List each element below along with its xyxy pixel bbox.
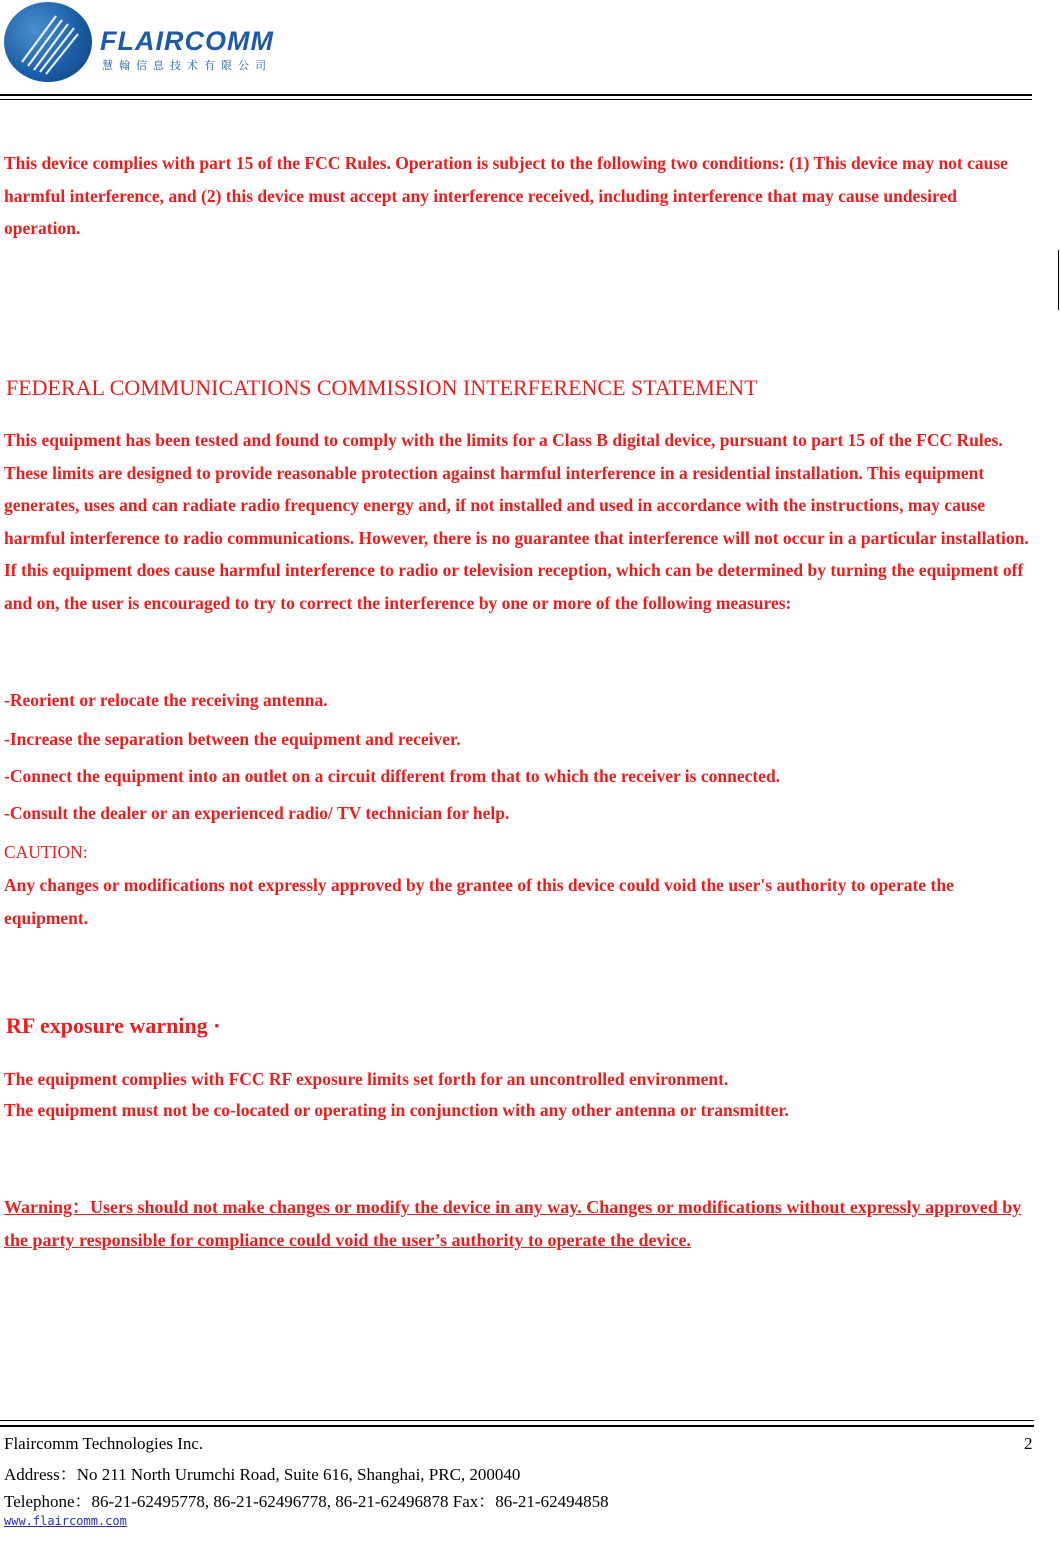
interference-heading: FEDERAL COMMUNICATIONS COMMISSION INTERFERENCE STATEMENT — [6, 375, 758, 400]
caution-label: CAUTION: — [4, 842, 88, 862]
footer-address: Address：No 211 North Urumchi Road, Suite 616, Shanghai, PRC, 200040 — [4, 1465, 521, 1484]
rf-exposure-line-1: The equipment complies with FCC RF exposure limits set forth for an uncontrolled environment. — [4, 1069, 729, 1089]
margin-mark — [1058, 250, 1059, 310]
footer-rule-bottom — [0, 1425, 1034, 1427]
measure-item: -Consult the dealer or an experienced radio/ TV technician for help. — [4, 803, 510, 823]
footer-company: Flaircomm Technologies Inc. — [4, 1434, 204, 1453]
rf-exposure-line-2: The equipment must not be co-located or operating in conjunction with any other antenna or transmitter. — [4, 1100, 789, 1120]
logo-subtitle: 慧翰信息技术有限公司 — [102, 59, 272, 72]
header-rule-bottom — [0, 99, 1032, 100]
fcc-compliance-statement: This device complies with part 15 of the FCC Rules. Operation is subject to the following two conditions: (1) This device may not cause harmful interference, and (2) this device must accept any interference received, including interference that may cause undesired operation. — [4, 153, 1008, 238]
measure-item: -Increase the separation between the equipment and receiver. — [4, 729, 461, 749]
interference-statement: This equipment has been tested and found to comply with the limits for a Class B digital device, pursuant to part 15 of the FCC Rules. These limits are designed to provide reasonable protection against harmful interference in a residential installation. This equipment generates, uses and can radiate radio frequency energy and, if not installed and used in accordance with the instructions, may cause harmful interference to radio communications. However, there is no guarantee that interference will not occur in a particular installation. If this equipment does cause harmful interference to radio or television reception, which can be determined by turning the equipment off and on, the user is encouraged to try to correct the interference by one or more of the following measures: — [4, 430, 1029, 613]
footer-rule-top — [0, 1420, 1034, 1421]
footer-website-link[interactable]: www.flaircomm.com — [4, 1514, 127, 1528]
header-rule-top — [0, 94, 1032, 96]
rf-exposure-heading: RF exposure warning · — [6, 1013, 221, 1038]
company-logo-emblem — [4, 2, 92, 82]
page-number: 2 — [1024, 1434, 1033, 1453]
measure-item: -Connect the equipment into an outlet on a circuit different from that to which the receiver is connected. — [4, 766, 781, 786]
caution-text: Any changes or modifications not expressly approved by the grantee of this device could void the user's authority to operate the equipment. — [4, 875, 954, 928]
logo-wordmark: FLAIRCOMM — [100, 26, 274, 56]
modification-warning: Warning：Users should not make changes or modify the device in any way. Changes or modifications without expressly approved by the party responsible for compliance could void the user’s authority to operate the device. — [4, 1197, 1022, 1250]
measure-item: -Reorient or relocate the receiving antenna. — [4, 690, 328, 710]
footer-telephone: Telephone：86-21-62495778, 86-21-62496778, 86-21-62496878 Fax：86-21-62494858 — [4, 1492, 609, 1511]
logo-stripes-icon — [4, 2, 92, 82]
